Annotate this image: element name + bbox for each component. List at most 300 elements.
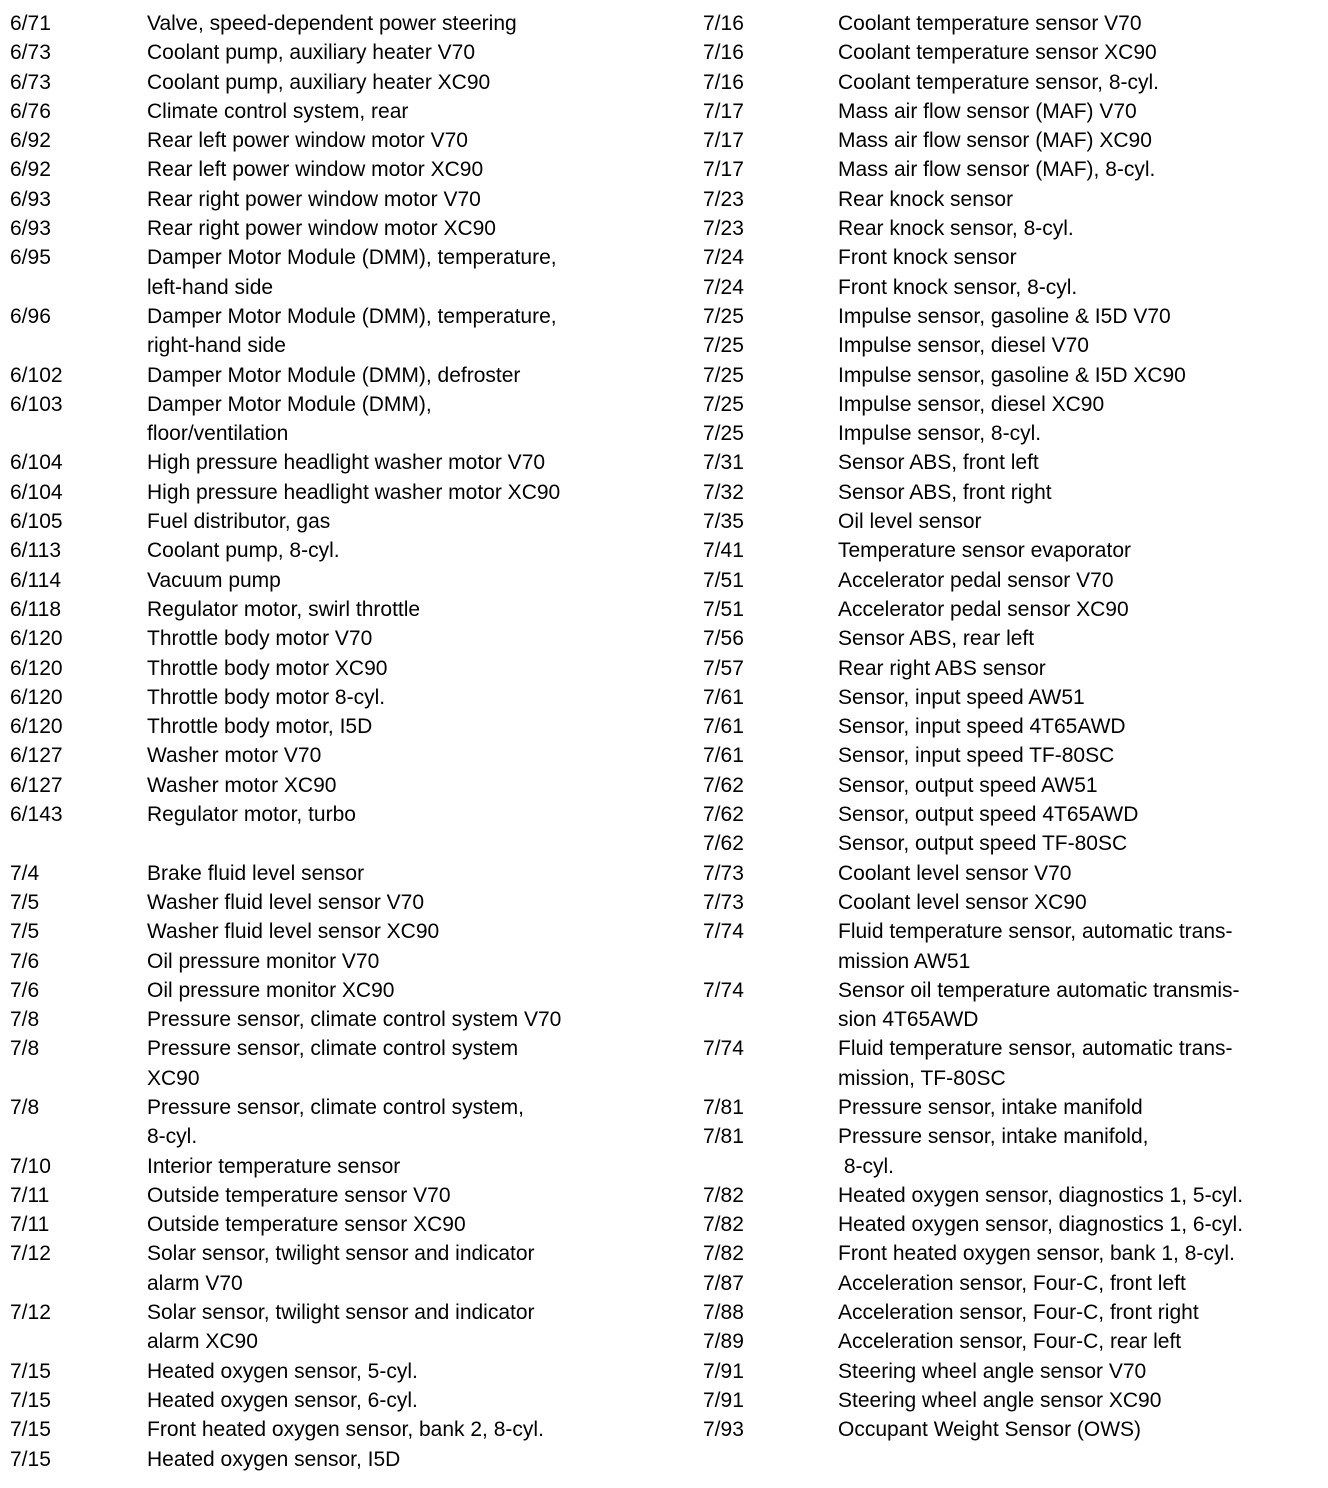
component-description bbox=[147, 1415, 544, 1444]
component-entry bbox=[10, 771, 650, 800]
component-code: 7/11 bbox=[10, 1213, 50, 1237]
component-entry bbox=[703, 68, 1323, 97]
component-code: 7/51 bbox=[703, 568, 744, 592]
component-code: 7/17 bbox=[703, 129, 744, 153]
component-entry bbox=[10, 917, 650, 946]
component-description bbox=[838, 1034, 1233, 1093]
component-code: 6/73 bbox=[10, 70, 51, 94]
component-entry bbox=[10, 185, 650, 214]
component-description-line: Mass air flow sensor (MAF) V70 bbox=[838, 99, 1137, 123]
component-description bbox=[147, 1093, 524, 1152]
component-description bbox=[147, 800, 356, 829]
component-description bbox=[838, 1181, 1243, 1210]
component-description-line: Damper Motor Module (DMM), defroster bbox=[147, 363, 521, 387]
component-entry bbox=[10, 1034, 650, 1093]
component-description bbox=[147, 126, 468, 155]
component-entry bbox=[10, 888, 650, 917]
component-entry bbox=[10, 126, 650, 155]
component-description-line: Rear left power window motor XC90 bbox=[147, 158, 484, 182]
component-description-line: mission, TF-80SC bbox=[838, 1066, 1006, 1090]
component-description bbox=[838, 507, 982, 536]
component-description-line: Mass air flow sensor (MAF), 8-cyl. bbox=[838, 158, 1156, 182]
component-code: 7/74 bbox=[703, 978, 744, 1002]
component-description bbox=[147, 1005, 561, 1034]
component-description bbox=[838, 302, 1171, 331]
component-entry bbox=[703, 1298, 1323, 1327]
component-description bbox=[147, 9, 517, 38]
component-description-line: Pressure sensor, climate control system, bbox=[147, 1095, 524, 1119]
component-code: 7/82 bbox=[703, 1183, 744, 1207]
component-code: 7/41 bbox=[703, 539, 744, 563]
component-entry bbox=[703, 917, 1323, 976]
component-entry bbox=[703, 97, 1323, 126]
component-entry bbox=[703, 419, 1323, 448]
component-description-line: Pressure sensor, intake manifold bbox=[838, 1095, 1143, 1119]
component-code: 7/15 bbox=[10, 1447, 51, 1471]
component-description-line: Valve, speed-dependent power steering bbox=[147, 12, 517, 35]
component-code: 6/120 bbox=[10, 715, 63, 739]
component-description-line: Impulse sensor, gasoline & I5D V70 bbox=[838, 304, 1171, 328]
component-code: 6/127 bbox=[10, 773, 63, 797]
component-description-line: Mass air flow sensor (MAF) XC90 bbox=[838, 129, 1152, 153]
component-code: 7/17 bbox=[703, 99, 744, 123]
component-description bbox=[838, 624, 1034, 653]
component-entry bbox=[703, 741, 1323, 770]
component-code: 6/95 bbox=[10, 246, 51, 270]
component-description-line: Front knock sensor bbox=[838, 246, 1017, 270]
component-description bbox=[147, 97, 408, 126]
component-description bbox=[838, 331, 1089, 360]
component-code: 7/8 bbox=[10, 1037, 40, 1061]
component-entry bbox=[703, 448, 1323, 477]
component-description bbox=[147, 185, 481, 214]
component-description bbox=[838, 800, 1138, 829]
component-description bbox=[838, 712, 1126, 741]
component-description bbox=[147, 976, 394, 1005]
component-description-line: Vacuum pump bbox=[147, 568, 281, 592]
component-description-line: floor/ventilation bbox=[147, 422, 289, 446]
component-entry bbox=[10, 9, 650, 38]
component-entry bbox=[703, 624, 1323, 653]
component-code: 7/25 bbox=[703, 334, 744, 358]
component-code: 7/81 bbox=[703, 1125, 744, 1149]
component-entry bbox=[10, 595, 650, 624]
component-description-line: Pressure sensor, intake manifold, bbox=[838, 1125, 1149, 1149]
component-description-line: Accelerator pedal sensor V70 bbox=[838, 568, 1114, 592]
component-description-line: Fluid temperature sensor, automatic trans- bbox=[838, 1037, 1233, 1061]
component-code: 6/96 bbox=[10, 304, 51, 328]
component-code: 7/51 bbox=[703, 597, 744, 621]
component-code: 7/91 bbox=[703, 1388, 744, 1412]
component-description bbox=[147, 1357, 418, 1386]
component-description-line: Front knock sensor, 8-cyl. bbox=[838, 275, 1078, 299]
component-description-line: Acceleration sensor, Four-C, front left bbox=[838, 1271, 1186, 1295]
component-entry bbox=[10, 1005, 650, 1034]
component-entry bbox=[703, 38, 1323, 67]
component-entry bbox=[10, 361, 650, 390]
component-description-line: sion 4T65AWD bbox=[838, 1008, 979, 1032]
component-description bbox=[147, 390, 432, 449]
component-entry bbox=[703, 1181, 1323, 1210]
component-description-line: Acceleration sensor, Four-C, rear left bbox=[838, 1330, 1182, 1354]
component-description-line: Throttle body motor XC90 bbox=[147, 656, 388, 680]
component-entry bbox=[10, 536, 650, 565]
component-list-right-column bbox=[703, 9, 1323, 1445]
component-description bbox=[838, 771, 1098, 800]
component-description-line: Sensor, output speed 4T65AWD bbox=[838, 803, 1139, 827]
component-description-line: Sensor ABS, front left bbox=[838, 451, 1039, 475]
component-description-line: Impulse sensor, 8-cyl. bbox=[838, 422, 1042, 446]
component-description bbox=[838, 68, 1159, 97]
component-description-line: Pressure sensor, climate control system bbox=[147, 1037, 519, 1061]
component-description-line: Heated oxygen sensor, 6-cyl. bbox=[147, 1388, 418, 1412]
component-description-line: Pressure sensor, climate control system V70 bbox=[147, 1008, 562, 1032]
component-code: 7/31 bbox=[703, 451, 744, 475]
component-code: 6/127 bbox=[10, 744, 63, 768]
component-code: 7/25 bbox=[703, 363, 744, 387]
component-description bbox=[147, 888, 424, 917]
component-code: 6/104 bbox=[10, 480, 63, 504]
component-description-line: Coolant temperature sensor XC90 bbox=[838, 41, 1157, 65]
component-entry bbox=[703, 1327, 1323, 1356]
component-code: 6/93 bbox=[10, 217, 51, 241]
component-entry bbox=[703, 712, 1323, 741]
component-entry bbox=[703, 478, 1323, 507]
component-entry bbox=[10, 68, 650, 97]
component-code: 6/104 bbox=[10, 451, 63, 475]
component-entry bbox=[703, 331, 1323, 360]
component-description-line: Throttle body motor, I5D bbox=[147, 715, 373, 739]
component-description-line: Throttle body motor 8-cyl. bbox=[147, 685, 386, 709]
component-code: 6/105 bbox=[10, 510, 63, 534]
component-description-line: Front heated oxygen sensor, bank 2, 8-cyl. bbox=[147, 1418, 544, 1442]
component-entry bbox=[703, 1357, 1323, 1386]
component-description bbox=[838, 97, 1137, 126]
component-code: 7/5 bbox=[10, 890, 40, 914]
component-description bbox=[838, 888, 1087, 917]
component-entry bbox=[10, 214, 650, 243]
component-description bbox=[147, 1445, 400, 1474]
component-description-line: Rear right ABS sensor bbox=[838, 656, 1046, 680]
component-description-line: Sensor, output speed AW51 bbox=[838, 773, 1098, 797]
component-description-line: Acceleration sensor, Four-C, front right bbox=[838, 1301, 1199, 1325]
component-description bbox=[838, 1122, 1149, 1181]
component-description-line: High pressure headlight washer motor XC90 bbox=[147, 480, 561, 504]
component-description-line: Occupant Weight Sensor (OWS) bbox=[838, 1418, 1142, 1442]
component-description-line: Sensor, input speed 4T65AWD bbox=[838, 715, 1126, 739]
component-description bbox=[838, 566, 1114, 595]
component-description bbox=[838, 1327, 1181, 1356]
component-entry bbox=[703, 566, 1323, 595]
component-entry bbox=[10, 302, 650, 361]
component-description-line: Impulse sensor, gasoline & I5D XC90 bbox=[838, 363, 1186, 387]
component-description-line: Impulse sensor, diesel V70 bbox=[838, 334, 1089, 358]
component-entry bbox=[10, 947, 650, 976]
component-entry bbox=[10, 1210, 650, 1239]
component-description-line: XC90 bbox=[147, 1066, 200, 1090]
component-code: 6/103 bbox=[10, 392, 63, 416]
component-description bbox=[838, 273, 1077, 302]
component-code: 7/6 bbox=[10, 949, 40, 973]
component-description-line: Fluid temperature sensor, automatic trans- bbox=[838, 920, 1233, 944]
component-code: 7/61 bbox=[703, 715, 744, 739]
component-code: 7/15 bbox=[10, 1359, 51, 1383]
component-code: 7/73 bbox=[703, 890, 744, 914]
component-entry bbox=[703, 1415, 1323, 1444]
component-entry bbox=[10, 478, 650, 507]
component-description-line: Sensor, output speed TF-80SC bbox=[838, 832, 1128, 856]
component-description-line: Coolant pump, auxiliary heater XC90 bbox=[147, 70, 491, 94]
component-entry bbox=[10, 1239, 650, 1298]
component-description-line: Washer motor V70 bbox=[147, 744, 322, 768]
component-description bbox=[147, 38, 475, 67]
component-description-line: Heated oxygen sensor, diagnostics 1, 5-cyl. bbox=[838, 1183, 1244, 1207]
component-code: 7/8 bbox=[10, 1008, 40, 1032]
component-description bbox=[147, 536, 340, 565]
component-description-line: Oil level sensor bbox=[838, 510, 982, 534]
component-description-line: Temperature sensor evaporator bbox=[838, 539, 1131, 563]
component-entry bbox=[703, 507, 1323, 536]
component-description bbox=[147, 917, 439, 946]
component-code: 7/87 bbox=[703, 1271, 744, 1295]
component-description-line: Fuel distributor, gas bbox=[147, 510, 331, 534]
component-description bbox=[147, 155, 483, 184]
component-description-line: Heated oxygen sensor, I5D bbox=[147, 1447, 401, 1471]
component-description-line: Solar sensor, twilight sensor and indicator bbox=[147, 1301, 535, 1325]
component-entry bbox=[10, 97, 650, 126]
component-code: 6/93 bbox=[10, 187, 51, 211]
component-entry bbox=[703, 888, 1323, 917]
component-description-line: Accelerator pedal sensor XC90 bbox=[838, 597, 1129, 621]
component-entry bbox=[703, 654, 1323, 683]
component-description bbox=[838, 390, 1104, 419]
component-description-line: Steering wheel angle sensor XC90 bbox=[838, 1388, 1162, 1412]
component-code: 7/16 bbox=[703, 70, 744, 94]
component-entry bbox=[10, 800, 650, 829]
component-entry bbox=[10, 1415, 650, 1444]
component-entry bbox=[10, 390, 650, 449]
component-description bbox=[147, 1181, 451, 1210]
component-entry bbox=[10, 1357, 650, 1386]
component-description bbox=[147, 1239, 535, 1298]
component-description bbox=[838, 741, 1114, 770]
component-code: 7/89 bbox=[703, 1330, 744, 1354]
component-description bbox=[838, 478, 1052, 507]
component-description-line: Sensor ABS, rear left bbox=[838, 627, 1035, 651]
component-description-line: Throttle body motor V70 bbox=[147, 627, 373, 651]
component-code: 7/8 bbox=[10, 1095, 40, 1119]
component-entry bbox=[10, 566, 650, 595]
component-entry bbox=[10, 712, 650, 741]
component-description-line: Washer fluid level sensor XC90 bbox=[147, 920, 440, 944]
component-entry bbox=[10, 243, 650, 302]
component-code: 7/10 bbox=[10, 1154, 51, 1178]
component-description-line: Washer motor XC90 bbox=[147, 773, 337, 797]
component-description-line: Rear left power window motor V70 bbox=[147, 129, 468, 153]
component-code: 7/82 bbox=[703, 1242, 744, 1266]
component-description bbox=[147, 654, 387, 683]
component-description bbox=[147, 595, 420, 624]
component-description-line: Damper Motor Module (DMM), temperature, bbox=[147, 246, 557, 270]
component-code: 7/25 bbox=[703, 304, 744, 328]
component-entry bbox=[10, 155, 650, 184]
component-code: 7/91 bbox=[703, 1359, 744, 1383]
component-code: 7/61 bbox=[703, 744, 744, 768]
component-entry bbox=[703, 1269, 1323, 1298]
component-description bbox=[838, 1093, 1143, 1122]
component-code: 7/56 bbox=[703, 627, 744, 651]
component-description bbox=[838, 1386, 1161, 1415]
component-code: 7/74 bbox=[703, 920, 744, 944]
component-code: 7/24 bbox=[703, 246, 744, 270]
component-code: 7/23 bbox=[703, 187, 744, 211]
component-entry bbox=[703, 9, 1323, 38]
component-entry bbox=[703, 1386, 1323, 1415]
component-description bbox=[838, 1239, 1235, 1268]
component-entry bbox=[703, 976, 1323, 1035]
component-entry bbox=[703, 1210, 1323, 1239]
component-description bbox=[147, 302, 557, 361]
component-code: 6/102 bbox=[10, 363, 63, 387]
component-entry bbox=[703, 536, 1323, 565]
component-description-line: Solar sensor, twilight sensor and indicator bbox=[147, 1242, 535, 1266]
component-code: 7/6 bbox=[10, 978, 40, 1002]
component-code: 7/62 bbox=[703, 803, 744, 827]
component-list-left-column bbox=[10, 9, 650, 1474]
component-description bbox=[838, 976, 1240, 1035]
component-description bbox=[147, 683, 385, 712]
component-description-line: Washer fluid level sensor V70 bbox=[147, 890, 425, 914]
component-description bbox=[147, 1034, 518, 1093]
component-code: 7/74 bbox=[703, 1037, 744, 1061]
component-code: 7/12 bbox=[10, 1242, 51, 1266]
component-entry bbox=[10, 1445, 650, 1474]
component-code: 7/11 bbox=[10, 1183, 50, 1207]
component-entry bbox=[703, 273, 1323, 302]
component-entry bbox=[10, 507, 650, 536]
component-code: 6/92 bbox=[10, 129, 51, 153]
component-description bbox=[838, 859, 1071, 888]
component-description-line: 8-cyl. bbox=[147, 1125, 198, 1149]
component-code: 7/5 bbox=[10, 920, 40, 944]
component-description-line: Interior temperature sensor bbox=[147, 1154, 401, 1178]
component-description bbox=[147, 243, 557, 302]
component-entry bbox=[703, 1093, 1323, 1122]
component-description-line: Damper Motor Module (DMM), temperature, bbox=[147, 304, 557, 328]
component-code: 7/82 bbox=[703, 1213, 744, 1237]
component-code: 7/15 bbox=[10, 1388, 51, 1412]
component-description-line: Front heated oxygen sensor, bank 1, 8-cyl. bbox=[838, 1242, 1235, 1266]
component-code: 7/15 bbox=[10, 1418, 51, 1442]
component-code: 6/113 bbox=[10, 539, 61, 563]
component-description-line: High pressure headlight washer motor V70 bbox=[147, 451, 546, 475]
component-description-line: Rear right power window motor XC90 bbox=[147, 217, 496, 241]
component-description-line: Steering wheel angle sensor V70 bbox=[838, 1359, 1147, 1383]
component-entry bbox=[10, 976, 650, 1005]
component-description-line: Coolant pump, 8-cyl. bbox=[147, 539, 340, 563]
component-description bbox=[838, 654, 1046, 683]
component-entry bbox=[703, 361, 1323, 390]
component-code: 7/62 bbox=[703, 773, 744, 797]
component-description bbox=[147, 1210, 466, 1239]
component-entry bbox=[703, 683, 1323, 712]
component-code: 7/93 bbox=[703, 1418, 744, 1442]
component-code: 7/35 bbox=[703, 510, 744, 534]
component-description bbox=[838, 829, 1127, 858]
component-description bbox=[147, 507, 330, 536]
component-description bbox=[147, 478, 560, 507]
component-description-line: alarm V70 bbox=[147, 1271, 243, 1295]
component-entry bbox=[10, 1181, 650, 1210]
component-code: 7/12 bbox=[10, 1301, 51, 1325]
component-description bbox=[147, 947, 379, 976]
component-entry bbox=[10, 624, 650, 653]
component-description bbox=[147, 771, 336, 800]
component-code: 7/16 bbox=[703, 41, 744, 65]
component-description bbox=[838, 38, 1157, 67]
component-description-line: Sensor ABS, front right bbox=[838, 480, 1052, 504]
component-description bbox=[147, 1298, 535, 1357]
component-description bbox=[147, 859, 364, 888]
component-code: 7/16 bbox=[703, 12, 744, 35]
component-description-line: mission AW51 bbox=[838, 949, 971, 973]
component-code: 7/25 bbox=[703, 392, 744, 416]
component-description bbox=[838, 1210, 1243, 1239]
component-description bbox=[147, 712, 372, 741]
component-entry bbox=[10, 448, 650, 477]
component-description-line: Regulator motor, turbo bbox=[147, 803, 356, 827]
component-code: 7/62 bbox=[703, 832, 744, 856]
component-description-line: Regulator motor, swirl throttle bbox=[147, 597, 421, 621]
component-description-line: Brake fluid level sensor bbox=[147, 861, 365, 885]
component-code: 6/120 bbox=[10, 627, 63, 651]
component-code: 6/118 bbox=[10, 597, 61, 621]
component-description-line: Rear right power window motor V70 bbox=[147, 187, 481, 211]
component-entry bbox=[10, 859, 650, 888]
component-description-line: Rear knock sensor, 8-cyl. bbox=[838, 217, 1074, 241]
component-code: 6/71 bbox=[10, 12, 51, 35]
component-entry bbox=[703, 595, 1323, 624]
component-description bbox=[838, 419, 1041, 448]
component-description-line: Coolant pump, auxiliary heater V70 bbox=[147, 41, 476, 65]
component-description bbox=[147, 1152, 400, 1181]
component-entry bbox=[703, 302, 1323, 331]
component-description bbox=[147, 741, 321, 770]
component-code: 7/17 bbox=[703, 158, 744, 182]
component-description bbox=[147, 624, 372, 653]
component-entry bbox=[10, 654, 650, 683]
component-entry bbox=[10, 1152, 650, 1181]
component-code: 7/32 bbox=[703, 480, 744, 504]
component-entry bbox=[10, 683, 650, 712]
component-description-line: Heated oxygen sensor, 5-cyl. bbox=[147, 1359, 418, 1383]
component-code: 7/81 bbox=[703, 1095, 744, 1119]
component-description-line: Coolant temperature sensor V70 bbox=[838, 12, 1142, 35]
component-description bbox=[838, 1298, 1199, 1327]
component-code: 7/88 bbox=[703, 1301, 744, 1325]
component-code: 6/76 bbox=[10, 99, 51, 123]
component-description-line: Sensor oil temperature automatic transmis- bbox=[838, 978, 1240, 1002]
component-entry bbox=[703, 214, 1323, 243]
component-entry bbox=[703, 126, 1323, 155]
component-description-line: Sensor, input speed AW51 bbox=[838, 685, 1085, 709]
component-entry bbox=[703, 771, 1323, 800]
component-description bbox=[147, 214, 496, 243]
component-description bbox=[838, 1357, 1146, 1386]
component-entry bbox=[10, 1298, 650, 1357]
component-entry bbox=[703, 829, 1323, 858]
component-description-line: Coolant temperature sensor, 8-cyl. bbox=[838, 70, 1159, 94]
